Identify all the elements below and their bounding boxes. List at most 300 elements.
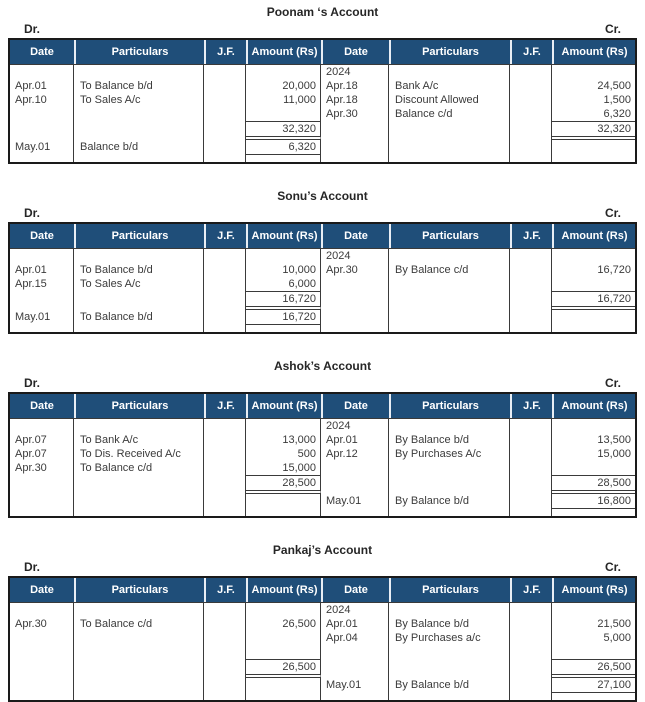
jf-cell (204, 447, 246, 461)
particulars-cell (74, 419, 204, 433)
table-row (10, 121, 635, 140)
table-row (10, 645, 635, 659)
spacer-cell (74, 325, 204, 332)
particulars-cell (389, 419, 510, 433)
particulars-cell: By Balance b/d (389, 494, 510, 509)
amount-cell: 10,000 (246, 263, 321, 277)
column-header: Date (321, 40, 389, 64)
amount-cell (552, 310, 635, 325)
amount-cell: 32,320 (246, 121, 321, 140)
date-cell (10, 678, 74, 693)
date-cell (10, 603, 74, 617)
column-header: J.F. (204, 578, 246, 602)
dr-cr-row (8, 204, 637, 222)
date-cell: Apr.30 (10, 617, 74, 631)
table-row (10, 659, 635, 678)
jf-cell (204, 107, 246, 121)
amount-cell: 16,720 (597, 264, 631, 276)
spacer-cell (552, 509, 635, 516)
column-header: Particulars (389, 394, 510, 418)
date-cell: 2024 (321, 603, 389, 617)
table-row (10, 461, 635, 475)
jf-cell (204, 678, 246, 693)
spacer-cell (321, 155, 389, 162)
amount-cell (246, 419, 321, 433)
amount-cell: 20,000 (246, 79, 321, 93)
dr-label: Dr. (24, 22, 41, 36)
spacer-cell (552, 693, 635, 700)
ledger-account (8, 543, 637, 702)
jf-cell (204, 263, 246, 277)
jf-cell (204, 659, 246, 678)
column-header: Particulars (389, 578, 510, 602)
table-row (10, 433, 635, 447)
amount-cell: 11,000 (246, 93, 321, 107)
date-cell: Apr.07 (10, 447, 74, 461)
column-header: Date (30, 584, 54, 596)
jf-cell (204, 631, 246, 645)
jf-cell (510, 475, 552, 494)
ledger-table (8, 222, 637, 334)
spacer-cell (552, 325, 635, 332)
jf-cell (510, 107, 552, 121)
jf-cell (510, 121, 552, 140)
cr-label: Cr. (604, 376, 621, 390)
table-row (10, 475, 635, 494)
date-cell (321, 659, 389, 678)
amount-cell (552, 65, 635, 79)
date-cell (321, 140, 389, 155)
date-cell: May.01 (10, 310, 74, 325)
jf-cell (510, 277, 552, 291)
dr-cr-row (8, 558, 637, 576)
dr-label: Dr. (24, 206, 41, 220)
spacer-cell (321, 325, 389, 332)
spacer-cell (389, 693, 510, 700)
particulars-cell: Balance b/d (74, 140, 204, 155)
column-header: J.F. (510, 224, 552, 248)
particulars-cell: To Balance c/d (74, 617, 204, 631)
amount-cell: 26,500 (552, 659, 635, 678)
dr-label: Dr. (24, 560, 41, 574)
account-title: Sonu’s Account (277, 189, 368, 203)
date-cell: Apr.18 (321, 79, 389, 93)
amount-cell: 16,800 (552, 494, 635, 509)
jf-cell (204, 277, 246, 291)
date-cell: Apr.18 (321, 93, 389, 107)
date-cell (10, 249, 74, 263)
particulars-cell (74, 249, 204, 263)
amount-cell: 1,500 (603, 94, 631, 106)
table-row (10, 277, 635, 291)
date-cell: Apr.01 (10, 263, 74, 277)
column-header: Amount (Rs) (246, 394, 321, 418)
spacer-cell (389, 325, 510, 332)
particulars-cell (389, 121, 510, 140)
jf-cell (204, 121, 246, 140)
particulars-cell: To Balance b/d (74, 310, 204, 325)
amount-cell (552, 461, 635, 475)
date-cell: Apr.07 (10, 433, 74, 447)
ledger-account (8, 189, 637, 334)
spacer-cell (74, 693, 204, 700)
jf-cell (204, 617, 246, 631)
spacer-cell (204, 325, 246, 332)
dr-cr-row (8, 374, 637, 392)
date-cell (321, 645, 389, 659)
table-row (10, 65, 635, 79)
amount-cell: 21,500 (597, 618, 631, 630)
jf-cell (204, 419, 246, 433)
particulars-cell: By Balance c/d (389, 263, 510, 277)
spacer-cell (10, 693, 74, 700)
table-row (10, 79, 635, 93)
jf-cell (510, 419, 552, 433)
date-cell: Apr.01 (321, 433, 389, 447)
spacer-cell (510, 155, 552, 162)
date-cell: 2024 (321, 419, 389, 433)
date-cell (10, 419, 74, 433)
particulars-cell (74, 678, 204, 693)
amount-cell (246, 107, 321, 121)
amount-cell: 26,500 (246, 659, 321, 678)
jf-cell (510, 603, 552, 617)
amount-cell (246, 65, 321, 79)
amount-cell: 24,500 (597, 80, 631, 92)
particulars-cell: To Sales A/c (74, 93, 204, 107)
dr-cr-row (8, 20, 637, 38)
spacer-cell (552, 155, 635, 162)
ledger-account (8, 0, 637, 164)
particulars-cell (389, 461, 510, 475)
date-cell (10, 631, 74, 645)
column-header: Date (321, 394, 389, 418)
date-cell: 2024 (321, 65, 389, 79)
particulars-cell: By Purchases a/c (389, 631, 510, 645)
particulars-cell (389, 249, 510, 263)
date-cell: Apr.15 (10, 277, 74, 291)
particulars-cell: To Balance c/d (74, 461, 204, 475)
jf-cell (510, 93, 552, 107)
particulars-cell: Discount Allowed (389, 93, 510, 107)
particulars-cell: To Balance b/d (74, 79, 204, 93)
date-cell (10, 107, 74, 121)
amount-cell (246, 631, 321, 645)
date-cell: Apr.01 (321, 617, 389, 631)
date-cell (10, 291, 74, 310)
spacer-cell (10, 509, 74, 516)
jf-cell (204, 140, 246, 155)
account-title: Poonam ‘s Account (266, 5, 379, 19)
particulars-cell (389, 645, 510, 659)
amount-cell: 15,000 (597, 448, 631, 460)
spacer-cell (246, 693, 321, 700)
date-cell (10, 121, 74, 140)
amount-cell: 32,320 (552, 121, 635, 140)
date-cell: May.01 (321, 494, 389, 509)
table-row (10, 249, 635, 263)
table-row (10, 631, 635, 645)
table-header-row (10, 394, 635, 419)
account-title: Ashok’s Account (273, 359, 372, 373)
spacer-cell (10, 155, 74, 162)
spacer-cell (204, 155, 246, 162)
ledger-table (8, 38, 637, 164)
column-header: J.F. (510, 40, 552, 64)
date-cell: Apr.12 (321, 447, 389, 461)
particulars-cell (74, 645, 204, 659)
date-cell: Apr.30 (321, 107, 389, 121)
column-header: Date (321, 578, 389, 602)
jf-cell (510, 645, 552, 659)
column-header: Date (30, 400, 54, 412)
column-header: Amount (Rs) (552, 40, 635, 64)
jf-cell (204, 494, 246, 509)
column-header: Amount (Rs) (246, 224, 321, 248)
amount-cell: 500 (246, 447, 321, 461)
particulars-cell: To Sales A/c (74, 277, 204, 291)
date-cell: 2024 (321, 249, 389, 263)
column-header: J.F. (204, 394, 246, 418)
spacer-row (10, 509, 635, 516)
spacer-cell (510, 325, 552, 332)
column-header: Amount (Rs) (552, 578, 635, 602)
particulars-cell: By Balance b/d (389, 617, 510, 631)
column-header: Date (30, 230, 54, 242)
jf-cell (204, 291, 246, 310)
particulars-cell: By Balance b/d (389, 678, 510, 693)
column-header: J.F. (204, 224, 246, 248)
jf-cell (510, 249, 552, 263)
amount-cell (552, 249, 635, 263)
jf-cell (510, 433, 552, 447)
date-cell: Apr.30 (10, 461, 74, 475)
date-cell: May.01 (10, 140, 74, 155)
date-cell (321, 277, 389, 291)
jf-cell (510, 461, 552, 475)
amount-cell: 28,500 (552, 475, 635, 494)
particulars-cell (389, 659, 510, 678)
particulars-cell (389, 310, 510, 325)
column-header: J.F. (204, 40, 246, 64)
date-cell (10, 494, 74, 509)
column-header: Particulars (74, 224, 204, 248)
amount-cell: 6,000 (246, 277, 321, 291)
jf-cell (510, 310, 552, 325)
column-header: Particulars (389, 40, 510, 64)
table-row (10, 140, 635, 155)
particulars-cell (389, 603, 510, 617)
particulars-cell: Balance c/d (389, 107, 510, 121)
jf-cell (204, 79, 246, 93)
amount-cell (246, 678, 321, 693)
spacer-row (10, 155, 635, 162)
spacer-cell (204, 693, 246, 700)
cr-label: Cr. (604, 22, 621, 36)
table-header-row (10, 224, 635, 249)
amount-cell (246, 645, 321, 659)
amount-cell (552, 603, 635, 617)
particulars-cell: To Bank A/c (74, 433, 204, 447)
jf-cell (204, 461, 246, 475)
amount-cell: 5,000 (603, 632, 631, 644)
particulars-cell: By Purchases A/c (389, 447, 510, 461)
column-header: Amount (Rs) (552, 224, 635, 248)
jf-cell (510, 65, 552, 79)
column-header: Amount (Rs) (552, 394, 635, 418)
column-header: Particulars (74, 394, 204, 418)
date-cell (321, 291, 389, 310)
date-cell: Apr.10 (10, 93, 74, 107)
particulars-cell (389, 475, 510, 494)
account-title: Pankaj’s Account (272, 543, 373, 557)
particulars-cell (389, 291, 510, 310)
particulars-cell (74, 65, 204, 79)
jf-cell (510, 617, 552, 631)
particulars-cell (389, 277, 510, 291)
spacer-cell (510, 509, 552, 516)
table-row (10, 678, 635, 693)
table-row (10, 617, 635, 631)
amount-cell (552, 419, 635, 433)
spacer-cell (246, 325, 321, 332)
date-cell: Apr.01 (10, 79, 74, 93)
ledger-table (8, 392, 637, 518)
spacer-cell (246, 509, 321, 516)
table-header-row (10, 40, 635, 65)
amount-cell: 28,500 (246, 475, 321, 494)
amount-cell: 27,100 (552, 678, 635, 693)
particulars-cell (74, 494, 204, 509)
particulars-cell (389, 140, 510, 155)
cr-label: Cr. (604, 206, 621, 220)
amount-cell (246, 249, 321, 263)
column-header: Particulars (389, 224, 510, 248)
spacer-cell (510, 693, 552, 700)
spacer-cell (389, 509, 510, 516)
amount-cell (246, 603, 321, 617)
date-cell (321, 310, 389, 325)
table-row (10, 447, 635, 461)
jf-cell (204, 475, 246, 494)
particulars-cell: Bank A/c (389, 79, 510, 93)
particulars-cell: By Balance b/d (389, 433, 510, 447)
table-row (10, 93, 635, 107)
date-cell (321, 475, 389, 494)
date-cell (10, 475, 74, 494)
spacer-cell (204, 509, 246, 516)
date-cell: Apr.30 (321, 263, 389, 277)
jf-cell (510, 678, 552, 693)
particulars-cell: To Balance b/d (74, 263, 204, 277)
jf-cell (510, 659, 552, 678)
table-row (10, 494, 635, 509)
spacer-cell (246, 155, 321, 162)
date-cell: May.01 (321, 678, 389, 693)
ledger-table (8, 576, 637, 702)
particulars-cell (74, 291, 204, 310)
table-row (10, 603, 635, 617)
amount-cell: 16,720 (246, 291, 321, 310)
jf-cell (510, 494, 552, 509)
amount-cell: 13,000 (246, 433, 321, 447)
jf-cell (204, 603, 246, 617)
table-row (10, 263, 635, 277)
jf-cell (510, 140, 552, 155)
amount-cell (552, 140, 635, 155)
amount-cell: 6,320 (603, 108, 631, 120)
column-header: Amount (Rs) (246, 578, 321, 602)
cr-label: Cr. (604, 560, 621, 574)
particulars-cell (74, 475, 204, 494)
date-cell (10, 645, 74, 659)
table-row (10, 419, 635, 433)
jf-cell (510, 447, 552, 461)
dr-label: Dr. (24, 376, 41, 390)
amount-cell (552, 645, 635, 659)
column-header: Particulars (74, 578, 204, 602)
particulars-cell: To Dis. Received A/c (74, 447, 204, 461)
amount-cell: 15,000 (246, 461, 321, 475)
table-row (10, 107, 635, 121)
column-header: J.F. (510, 578, 552, 602)
spacer-row (10, 693, 635, 700)
column-header: Amount (Rs) (246, 40, 321, 64)
spacer-cell (321, 693, 389, 700)
column-header: Date (30, 46, 54, 58)
jf-cell (204, 310, 246, 325)
jf-cell (204, 65, 246, 79)
date-cell (321, 461, 389, 475)
particulars-cell (74, 659, 204, 678)
particulars-cell (74, 121, 204, 140)
amount-cell: 26,500 (246, 617, 321, 631)
jf-cell (510, 263, 552, 277)
column-header: J.F. (510, 394, 552, 418)
jf-cell (510, 291, 552, 310)
jf-cell (204, 249, 246, 263)
particulars-cell (389, 65, 510, 79)
column-header: Date (321, 224, 389, 248)
amount-cell (552, 277, 635, 291)
jf-cell (204, 433, 246, 447)
spacer-cell (389, 155, 510, 162)
date-cell (321, 121, 389, 140)
jf-cell (510, 631, 552, 645)
table-row (10, 310, 635, 325)
particulars-cell (74, 107, 204, 121)
table-header-row (10, 578, 635, 603)
amount-cell: 16,720 (246, 310, 321, 325)
amount-cell (246, 494, 321, 509)
spacer-cell (321, 509, 389, 516)
date-cell (10, 65, 74, 79)
date-cell (10, 659, 74, 678)
particulars-cell (74, 603, 204, 617)
amount-cell: 16,720 (552, 291, 635, 310)
spacer-cell (10, 325, 74, 332)
spacer-cell (74, 155, 204, 162)
spacer-cell (74, 509, 204, 516)
jf-cell (204, 645, 246, 659)
amount-cell: 6,320 (246, 140, 321, 155)
date-cell: Apr.04 (321, 631, 389, 645)
spacer-row (10, 325, 635, 332)
ledger-account (8, 359, 637, 518)
particulars-cell (74, 631, 204, 645)
jf-cell (204, 93, 246, 107)
column-header: Particulars (74, 40, 204, 64)
